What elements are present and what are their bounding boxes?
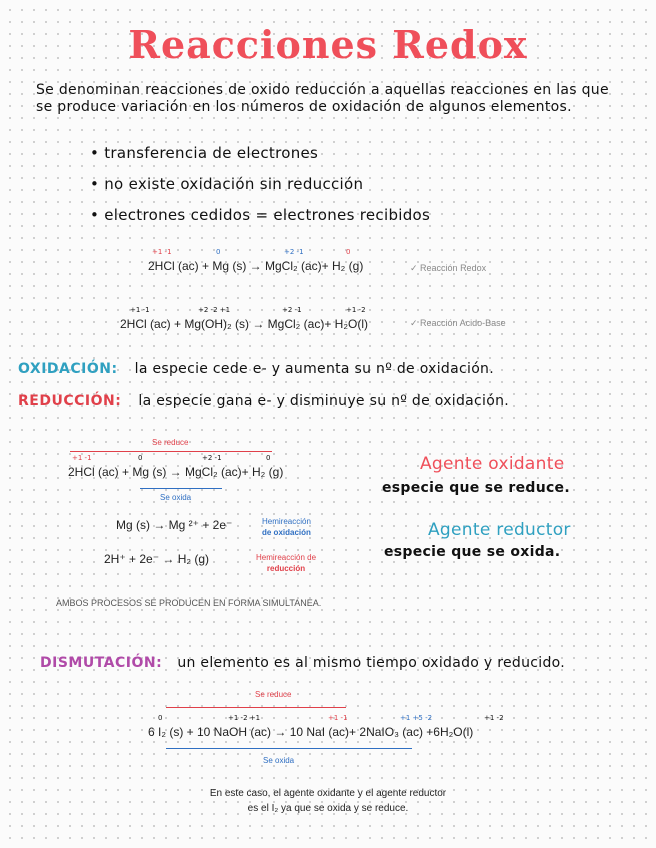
definition-reduccion [18,390,509,409]
check-acid-base-label: ✓ Reacción Acido-Base [410,318,506,328]
reduce-bracket-line [70,451,272,452]
term-dismutacion: DISMUTACIÓN: [40,655,163,671]
half-oxidation-label-line1: Hemireacción [262,517,311,526]
equation-text: 2HCl (ac) + Mg (s) → MgCl₂ (ac)+ H₂ (g) [68,465,284,479]
ox-number: +2 -2 +1 [198,306,231,314]
simultaneous-note: AMBOS PROCESOS SE PRODUCEN EN FORMA SIMULTANEA. [56,598,322,608]
ox-number: +1 -2 +1 [228,714,261,722]
bullet-no-oxidation: • no existe oxidación sin reducción [90,175,364,193]
ox-number: +1 -1 [152,248,172,256]
bullet-transfer: • transferencia de electrones [90,144,319,162]
ox-number: +1 -1 [130,306,150,314]
equation-dismutacion [148,714,528,744]
equation-text: 2HCl (ac) + Mg (s) → MgCl₂ (ac)+ H₂ (g) [148,259,364,273]
ox-number: +2 -1 [282,306,302,314]
oxida-bracket-line [140,488,222,489]
equation-redox-annotated [68,454,318,484]
ox-number: +1 -1 [328,714,348,722]
agente-reductor-title: Agente reductor [428,520,571,540]
oxida-bracket-line-dismutacion [166,748,412,749]
page-title: Reacciones Redox [128,22,528,67]
half-reduction-label-line1: Hemireacción de [256,553,317,562]
definition-oxidacion [18,358,494,377]
check-redox-label: ✓ Reacción Redox [410,263,487,273]
conclusion-line1: En este caso, el agente oxidante y el agente reductor [209,788,447,799]
ox-number: 0 [266,454,271,462]
se-reduce-label-dismutacion: Se reduce [255,690,292,699]
half-reaction-oxidation: Mg (s) → Mg ²⁺ + 2e⁻ [116,518,233,532]
half-reduction-label-line2: reducción [266,564,306,573]
ox-number: 0 [158,714,163,722]
half-reaction-reduction: 2H⁺ + 2e⁻ → H₂ (g) [104,552,210,566]
equation-text: 2HCl (ac) + Mg(OH)₂ (s) → MgCl₂ (ac)+ H₂O(l) [120,317,368,331]
equation-text: 6 I₂ (s) + 10 NaOH (ac) → 10 NaI (ac)+ 2NaIO₃ (ac) +6H₂O(l) [148,725,474,739]
equation-acid-base [120,306,410,336]
ox-number: +2 -1 [284,248,304,256]
text-oxidacion: la especie cede e- y aumenta su nº de oxidación. [134,361,494,377]
half-oxidation-label [262,516,311,538]
intro-paragraph: Se denominan reacciones de oxido reducción a aquellas reacciones en las que se produce variación en los números de oxidación de algunos elementos. [36,82,609,115]
equation-redox [148,248,408,278]
ox-number: +1 -2 [346,306,366,314]
reduce-bracket-line-dismutacion [166,707,346,708]
half-oxidation-label-line2: de oxidación [262,528,311,537]
half-reduction-label [256,552,316,574]
bullet-electrons: • electrones cedidos = electrones recibidos [90,206,431,224]
ox-number: +2 -1 [202,454,222,462]
definition-dismutacion [40,652,565,671]
agente-oxidante-title: Agente oxidante [420,454,565,474]
agente-reductor-text: especie que se oxida. [384,544,561,560]
ox-number: +1 -2 [484,714,504,722]
conclusion-line2: es el I₂ ya que se oxida y se reduce. [247,803,409,814]
term-reduccion: REDUCCIÓN: [18,393,122,409]
ox-number: 0 [346,248,351,256]
conclusion-note [0,786,656,816]
ox-number: +1 +5 -2 [400,714,433,722]
term-oxidacion: OXIDACIÓN: [18,361,118,377]
ox-number: 0 [138,454,143,462]
agente-oxidante-text: especie que se reduce. [382,480,570,496]
text-dismutacion: un elemento es al mismo tiempo oxidado y reducido. [177,655,566,671]
se-oxida-label: Se oxida [160,493,192,502]
se-oxida-label-dismutacion: Se oxida [263,756,295,765]
ox-number: 0 [216,248,221,256]
ox-number: +1 -1 [72,454,92,462]
se-reduce-label: Se reduce [152,438,189,447]
text-reduccion: la especie gana e- y disminuye su nº de oxidación. [138,393,510,409]
